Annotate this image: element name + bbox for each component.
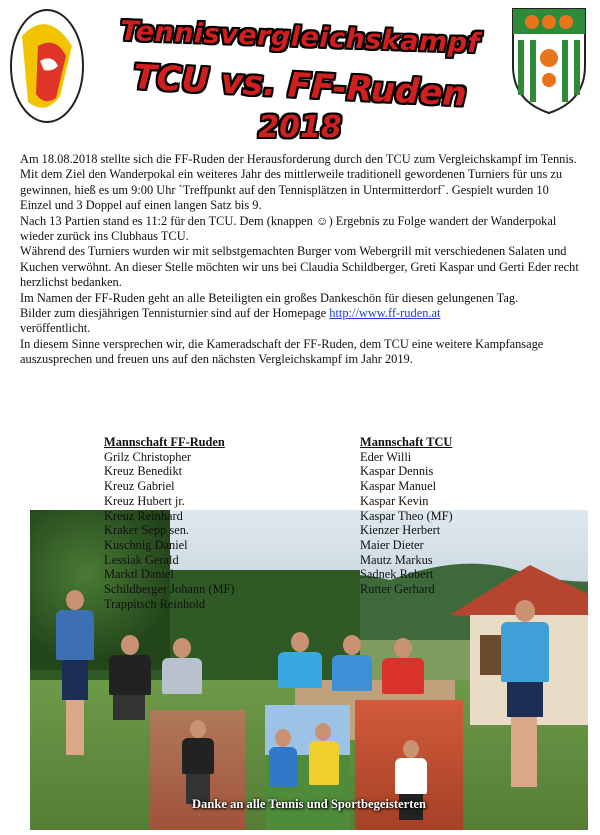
photo-caption: Danke an alle Tennis und Sportbegeisterten [191,797,427,811]
title-line-2: TCU vs. FF-Ruden [132,57,468,115]
paragraph-1: Am 18.08.2018 stellte sich die FF-Ruden der Herausforderung durch den TCU zum Vergleichskampf im Tennis. Mit dem Ziel den Wanderpokal ein weiteres Jahr des mittlerweile traditionell gewordenen Turniers für uns zu gewinnen, hieß es um 9:00 Uhr `Treffpunkt auf den Tennisplätzen in Untermitterdorf`. Gespielt wurden 10 Einzel und 3 Doppel auf einen langen Satz bis 9. [20,152,577,213]
team-member: Mautz Markus [360,552,433,567]
team-member: Rutter Gerhard [360,582,435,597]
team-member: Grilz Christopher [104,449,192,464]
photo-inset-player [150,710,245,830]
team-member: Kaspar Theo (MF) [360,508,453,523]
photo-person [275,632,325,692]
team-tcu-heading: Mannschaft TCU [360,435,453,449]
photo-person [105,635,155,725]
team-member: Lessiak Gerald [104,552,179,567]
photo-person [330,635,374,695]
homepage-link[interactable]: http://www.ff-ruden.at [329,306,441,321]
title-line-1: Tennisvergleichskampf [119,15,481,60]
team-member: Kaspar Manuel [360,479,437,494]
team-member: Kaspar Kevin [360,493,429,508]
team-member: Kreuz Reinhard [104,508,183,523]
team-ff-heading: Mannschaft FF-Ruden [104,435,225,449]
team-member: Marktl Daniel [104,567,174,582]
paragraph-6: In diesem Sinne versprechen wir, die Kameradschaft der FF-Ruden, dem TCU eine weitere Kampfansage auszusprechen und freuen uns auf den nächsten Vergleichskampf im Jahr 2019. [20,336,544,367]
photo-person [495,600,555,800]
team-member: Kreuz Hubert jr. [104,493,185,508]
team-tcu [360,435,453,597]
paragraph-5 [20,306,580,337]
team-member: Kraker Sepp sen. [104,523,189,538]
team-member: Kreuz Benedikt [104,464,183,479]
published-text: veröffentlicht. [20,321,91,336]
paragraph-2: Nach 13 Partien stand es 11:2 für den TCU. Dem (knappen ☺) Ergebnis zu Folge wandert der Wanderpokal wieder zurück ins Clubhaus TCU. [20,213,557,244]
article-body [20,152,580,368]
team-member: Kaspar Dennis [360,464,434,479]
team-member: Trappitsch Reinhold [104,596,206,611]
photo-person [160,638,204,698]
team-member: Eder Willi [360,449,412,464]
paragraph-4: Im Namen der FF-Ruden geht an alle Beteiligten ein großes Dankeschön für diesen gelungenen Tag. [20,290,519,305]
team-member: Kreuz Gabriel [104,479,175,494]
photo-person [380,638,426,698]
title-line-3: 2018 [258,110,342,145]
team-member: Kienzer Herbert [360,523,441,538]
homepage-text: Bilder zum diesjährigen Tennisturnier sind auf der Homepage [20,306,330,321]
team-member: Maier Dieter [360,537,424,552]
team-member: Sadnek Robert [360,567,434,582]
team-member: Kuschnig Daniel [104,537,188,552]
team-member: Schildberger Johann (MF) [104,582,235,597]
paragraph-3: Während des Turniers wurden wir mit selbstgemachten Burger vom Webergrill mit verschiedenen Salaten und Kuchen verwöhnt. An dieser Stelle möchten wir uns bei Claudia Schildberger, Greti Kaspar und Gerti Eder recht herzlichst bedanken. [20,244,579,290]
photo-person [52,590,98,760]
team-ff-ruden [104,435,235,611]
